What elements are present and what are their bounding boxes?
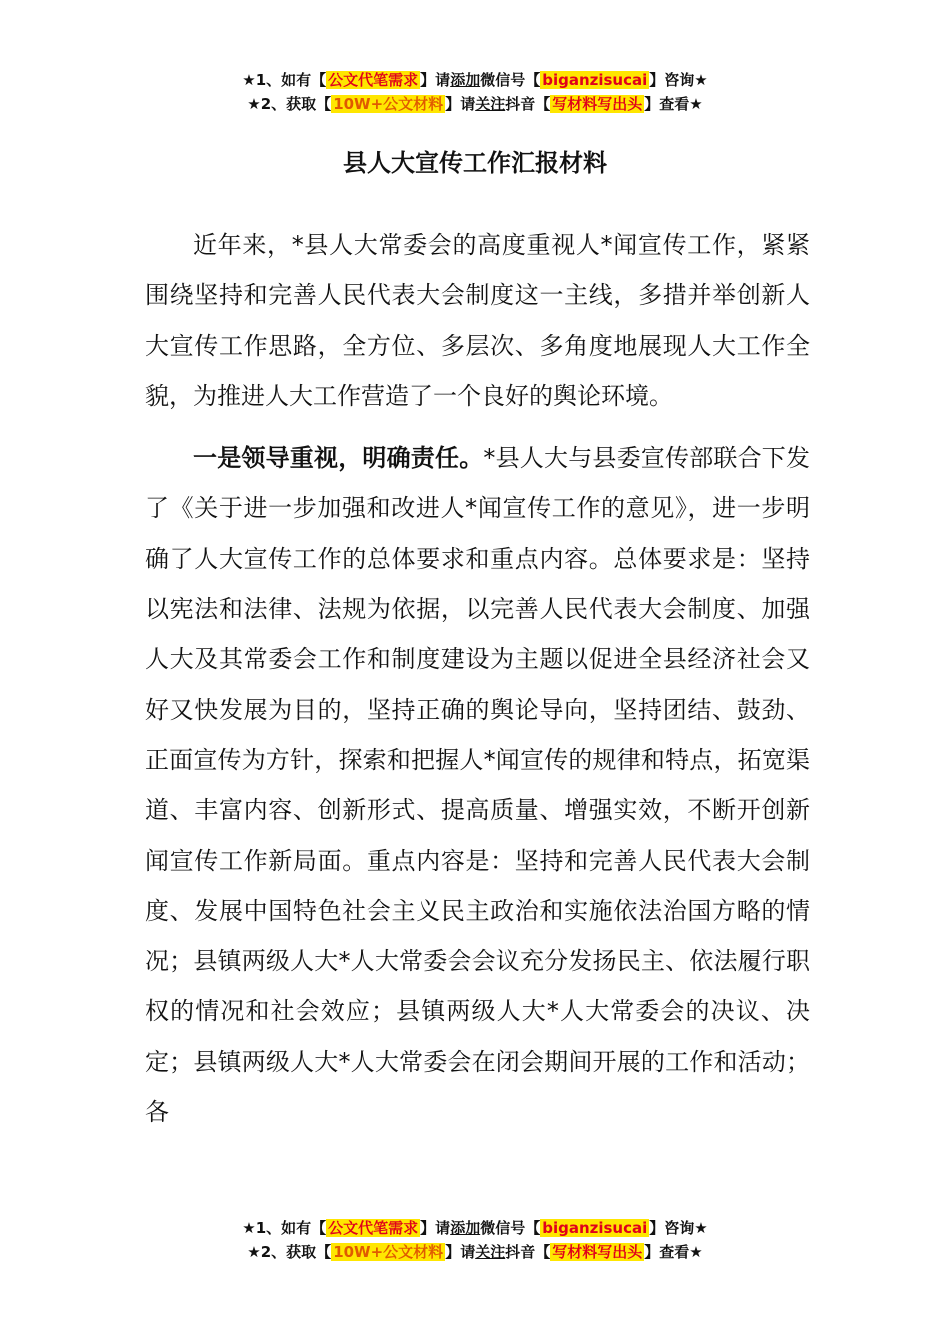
promo-underlined-text: 添加 bbox=[450, 1219, 481, 1237]
promo-text: 抖音【 bbox=[505, 95, 551, 113]
paragraph-text: *县人大与县委宣传部联合下发了《关于进一步加强和改进人*闻宣传工作的意见》，进一步明确了人大宣传工作的总体要求和重点内容。总体要求是：坚持以宪法和法律、法规为依据，以完善人民代表大会制度、加强人大及其常委会工作和制度建设为主题以促进全县经济社会又好又快发展为目的，坚持正确的舆论导向，坚持团结、鼓劲、正面宣传为方针，探索和把握人*闻宣传的规律和特点，拓宽渠道、丰富内容、创新形式、提高质量、增强实效，不断开创新闻宣传工作新局面。重点内容是：坚持和完善人民代表大会制度、发展中国特色社会主义民主政治和实施依法治国方略的情况；县镇两级人大*人大常委会会议充分发扬民主、依法履行职权的情况和社会效应；县镇两级人大*人大常委会的决议、决定；县镇两级人大*人大常委会在闭会期间开展的工作和活动；各 bbox=[145, 444, 811, 1127]
promo-text: 微信号【 bbox=[480, 71, 541, 89]
promo-text: 微信号【 bbox=[480, 1219, 541, 1237]
promo-text: ★2、获取【 bbox=[247, 1243, 332, 1261]
promo-banner-top bbox=[0, 68, 950, 116]
promo-highlight: 10W+公文材料 bbox=[333, 95, 444, 113]
promo-text: 】请 bbox=[445, 95, 476, 113]
promo-text: 】咨询★ bbox=[649, 1219, 708, 1237]
promo-banner-bottom bbox=[0, 1216, 950, 1264]
paragraph-lead: 一是领导重视，明确责任。 bbox=[193, 444, 484, 473]
promo-text: ★1、如有【 bbox=[242, 1219, 327, 1237]
promo-douyin-id: 写材料写出头 bbox=[552, 95, 643, 113]
paragraph bbox=[145, 220, 810, 421]
promo-text: 】请 bbox=[420, 1219, 451, 1237]
promo-text: 】请 bbox=[420, 71, 451, 89]
promo-text: 】查看★ bbox=[644, 95, 703, 113]
promo-line-1 bbox=[0, 1216, 950, 1240]
promo-highlight: 公文代笔需求 bbox=[328, 1219, 419, 1237]
promo-line-1 bbox=[0, 68, 950, 92]
promo-text: 抖音【 bbox=[505, 1243, 551, 1261]
promo-underlined-text: 关注 bbox=[475, 95, 506, 113]
promo-wechat-id: biganzisucai bbox=[542, 71, 648, 89]
promo-highlight: 10W+公文材料 bbox=[333, 1243, 444, 1261]
promo-line-2 bbox=[0, 1240, 950, 1264]
paragraph bbox=[145, 433, 810, 1137]
promo-wechat-id: biganzisucai bbox=[542, 1219, 648, 1237]
promo-text: 】请 bbox=[445, 1243, 476, 1261]
promo-text: ★1、如有【 bbox=[242, 71, 327, 89]
promo-underlined-text: 关注 bbox=[475, 1243, 506, 1261]
promo-highlight: 公文代笔需求 bbox=[328, 71, 419, 89]
promo-text: 】查看★ bbox=[644, 1243, 703, 1261]
promo-line-2 bbox=[0, 92, 950, 116]
promo-text: ★2、获取【 bbox=[247, 95, 332, 113]
paragraph-text: 近年来，*县人大常委会的高度重视人*闻宣传工作，紧紧围绕坚持和完善人民代表大会制度这一主线，多措并举创新人大宣传工作思路，全方位、多层次、多角度地展现人大工作全貌，为推进人大工作营造了一个良好的舆论环境。 bbox=[145, 231, 810, 410]
document-body bbox=[145, 220, 810, 1137]
document-title: 县人大宣传工作汇报材料 bbox=[343, 149, 607, 177]
promo-text: 】咨询★ bbox=[649, 71, 708, 89]
promo-underlined-text: 添加 bbox=[450, 71, 481, 89]
promo-douyin-id: 写材料写出头 bbox=[552, 1243, 643, 1261]
